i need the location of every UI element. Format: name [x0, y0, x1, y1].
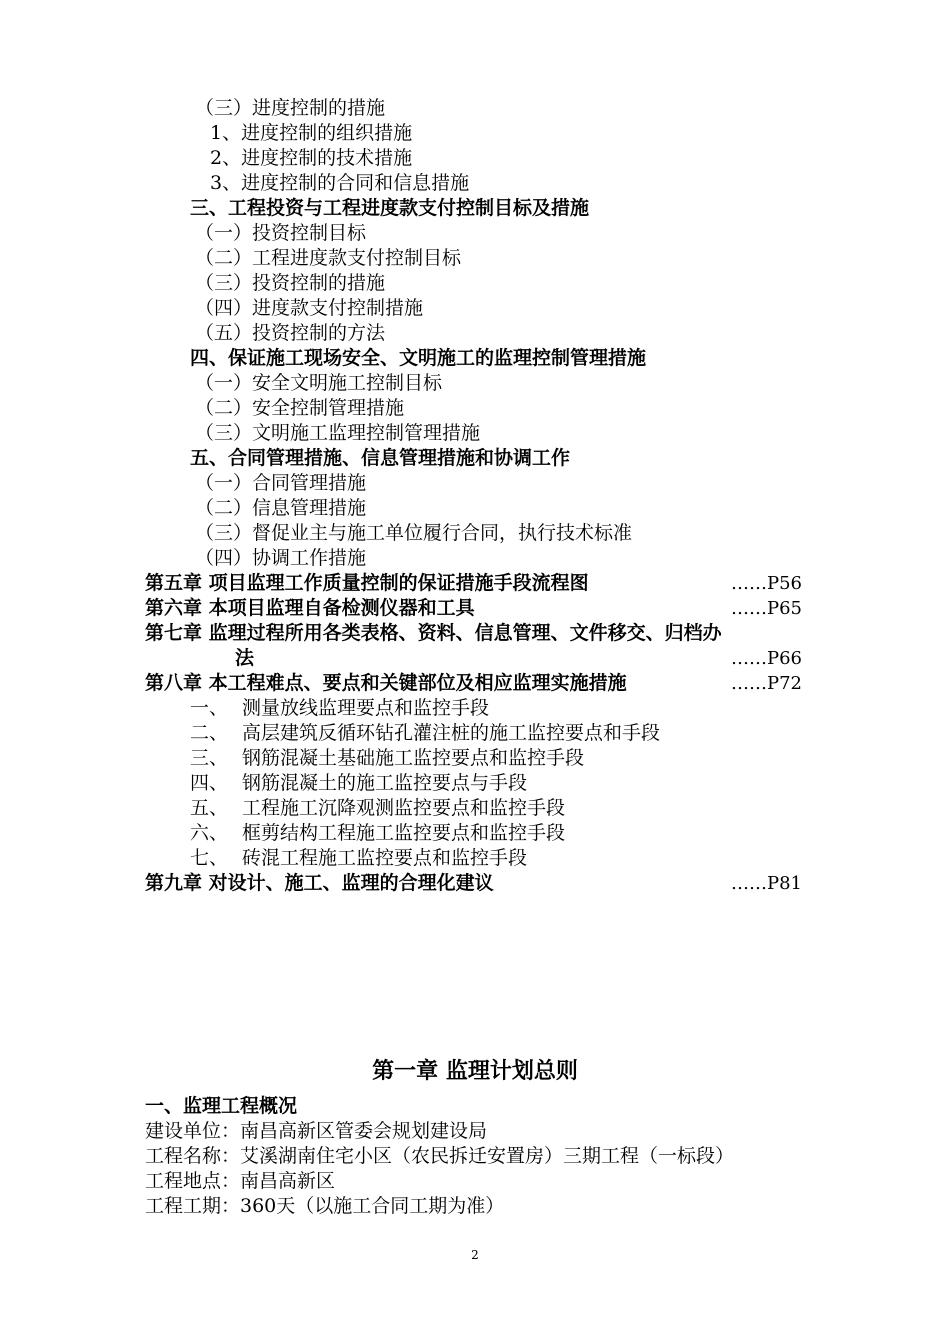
toc-page-ref: ……P66: [730, 648, 802, 669]
toc-subitem: 二、 高层建筑反循环钻孔灌注桩的施工监控要点和手段: [190, 722, 661, 744]
page-number: 2: [471, 1248, 479, 1262]
toc-item: （二）安全控制管理措施: [195, 397, 405, 419]
toc-page-ref: ……P65: [730, 598, 802, 619]
toc-page-ref: ……P81: [730, 873, 802, 894]
toc-item: 1、进度控制的组织措施: [210, 122, 413, 144]
toc-item: （五）投资控制的方法: [195, 322, 386, 344]
toc-item: （四）进度款支付控制措施: [195, 297, 424, 319]
toc-item: （三）投资控制的措施: [195, 272, 386, 294]
toc-section-heading: 四、保证施工现场安全、文明施工的监理控制管理措施: [190, 347, 647, 369]
info-line: 工程名称：艾溪湖南住宅小区（农民拆迁安置房）三期工程（一标段）: [145, 1145, 735, 1167]
toc-subitem: 六、 框剪结构工程施工监控要点和监控手段: [190, 822, 566, 844]
toc-item: （二）工程进度款支付控制目标: [195, 247, 462, 269]
toc-subitem: 四、 钢筋混凝土的施工监控要点与手段: [190, 772, 528, 794]
toc-section-heading: 三、工程投资与工程进度款支付控制目标及措施: [190, 197, 590, 219]
chapter-title: 第一章 监理计划总则: [372, 1059, 578, 1084]
toc-item: 2、进度控制的技术措施: [210, 147, 413, 169]
toc-item: （一）合同管理措施: [195, 472, 367, 494]
toc-chapter-7: 第七章 监理过程所用各类表格、资料、信息管理、文件移交、归档办: [145, 622, 722, 644]
section-heading: 一、监理工程概况: [145, 1095, 298, 1117]
toc-page-ref: ……P72: [730, 673, 802, 694]
toc-item: （一）投资控制目标: [195, 222, 367, 244]
toc-subitem: 三、 钢筋混凝土基础施工监控要点和监控手段: [190, 747, 585, 769]
toc-subitem: 一、 测量放线监理要点和监控手段: [190, 697, 490, 719]
info-line: 工程工期：360天（以施工合同工期为准）: [145, 1195, 505, 1217]
toc-item: （三）文明施工监理控制管理措施: [195, 422, 481, 444]
info-line: 建设单位：南昌高新区管委会规划建设局: [145, 1120, 488, 1142]
toc-item: 3、进度控制的合同和信息措施: [210, 172, 470, 194]
toc-item: （四）协调工作措施: [195, 547, 367, 569]
toc-chapter-8: 第八章 本工程难点、要点和关键部位及相应监理实施措施: [145, 672, 627, 694]
toc-page-ref: ……P56: [730, 573, 802, 594]
toc-subitem: 五、 工程施工沉降观测监控要点和监控手段: [190, 797, 566, 819]
info-line: 工程地点：南昌高新区: [145, 1170, 336, 1192]
toc-item: （一）安全文明施工控制目标: [195, 372, 443, 394]
toc-subitem: 七、 砖混工程施工监控要点和监控手段: [190, 847, 528, 869]
toc-chapter-7-cont: 法: [235, 647, 255, 669]
toc-section-heading: 五、合同管理措施、信息管理措施和协调工作: [190, 447, 571, 469]
toc-item: （二）信息管理措施: [195, 497, 367, 519]
toc-item: （三）进度控制的措施: [195, 97, 386, 119]
toc-chapter-6: 第六章 本项目监理自备检测仪器和工具: [145, 597, 475, 619]
toc-chapter-9: 第九章 对设计、施工、监理的合理化建议: [145, 872, 494, 894]
toc-item: （三）督促业主与施工单位履行合同，执行技术标准: [195, 522, 633, 544]
toc-chapter-5: 第五章 项目监理工作质量控制的保证措施手段流程图: [145, 572, 589, 594]
